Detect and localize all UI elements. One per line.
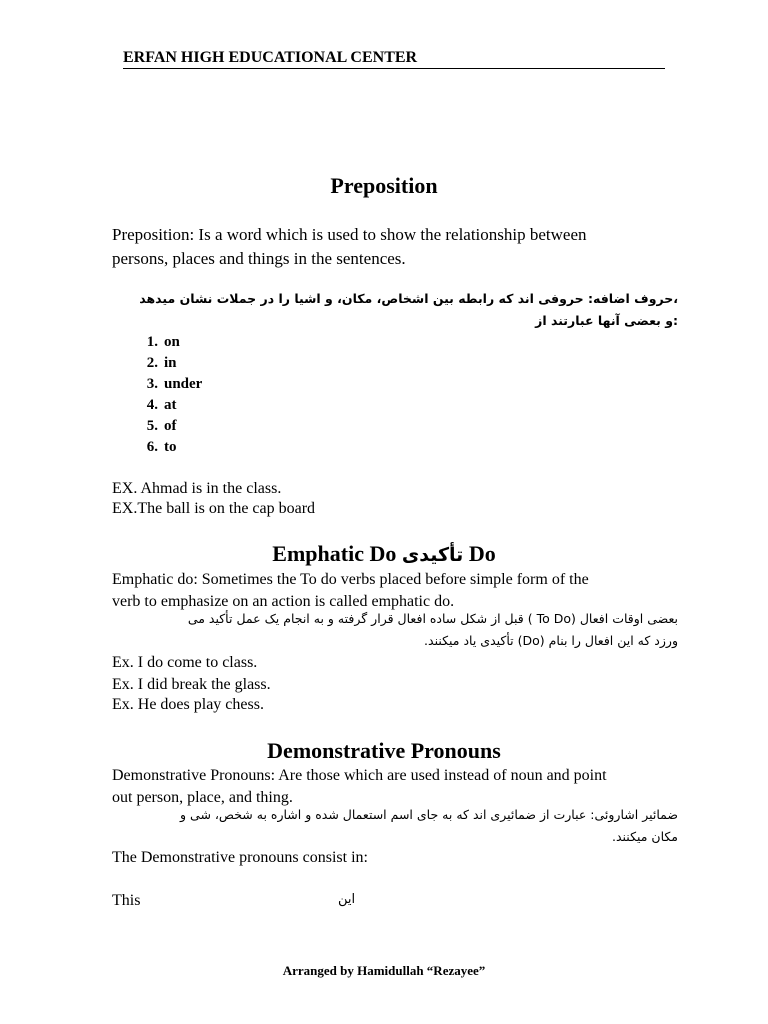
emphatic-example-2: Ex. I did break the glass.	[112, 676, 271, 693]
emphatic-title	[0, 540, 768, 569]
footer-credit: Arranged by Hamidullah “Rezayee”	[282, 963, 486, 978]
preposition-list	[130, 332, 202, 458]
preposition-persian-definition	[112, 288, 678, 332]
list-item: 6. to	[146, 439, 177, 455]
preposition-persian-line2: :و بعضی آنها عبارتند از	[535, 313, 678, 328]
preposition-example-1: EX. Ahmad is in the class.	[112, 480, 282, 497]
demonstrative-definition-line1: Demonstrative Pronouns: Are those which are used instead of noun and point	[112, 767, 607, 784]
emphatic-example-3: Ex. He does play chess.	[112, 696, 264, 713]
list-item: 2. in	[146, 355, 177, 371]
center-name-header: ERFAN HIGH EDUCATIONAL CENTER	[123, 48, 665, 69]
preposition-persian-line1: ،حروف اضافه: حروفی اند که رابطه بین اشخاص، مکان، و اشیا را در جملات نشان میدهد	[139, 291, 678, 306]
emphatic-persian-line1: بعضی اوقات افعال (To Do ) قبل از شکل ساده افعال قرار گرفته و به انجام یک عمل تأکید می	[187, 611, 678, 626]
emphatic-persian-definition	[112, 608, 678, 652]
list-item: 5. of	[146, 418, 177, 434]
preposition-title: Preposition	[330, 173, 438, 198]
demonstrative-definition	[112, 765, 682, 809]
demonstrative-this-en: This	[112, 892, 141, 909]
preposition-definition	[112, 223, 682, 271]
list-item: 3. under	[146, 376, 203, 392]
list-item: 1. on	[146, 334, 180, 350]
demonstrative-consist-text: The Demonstrative pronouns consist in:	[112, 849, 368, 866]
preposition-definition-line2: persons, places and things in the sentences.	[112, 249, 406, 268]
emphatic-definition-line1: Emphatic do: Sometimes the To do verbs placed before simple form of the	[112, 571, 589, 588]
preposition-example-2: EX.The ball is on the cap board	[112, 500, 316, 517]
emphatic-persian-line2: ورزد که این افعال را بنام (Do) تأکیدی یاد میکنند.	[424, 633, 678, 648]
emphatic-title-left: Emphatic Do	[272, 541, 397, 566]
emphatic-title-persian: تأکیدی	[401, 544, 464, 566]
demonstrative-this-fa: این	[338, 892, 356, 907]
demonstrative-title: Demonstrative Pronouns	[267, 738, 501, 763]
list-item: 4. at	[146, 397, 177, 413]
demonstrative-persian-line1: ضمائیر اشاروئی: عبارت از ضمائیری اند که به جای اسم استعمال شده و اشاره به شخص، شی و	[180, 807, 678, 822]
demonstrative-persian-line2: مکان میکنند.	[611, 829, 678, 844]
demonstrative-persian-definition	[112, 804, 678, 848]
emphatic-definition	[112, 569, 682, 613]
demonstrative-definition-line2: out person, place, and thing.	[112, 789, 293, 806]
preposition-definition-line1: Preposition: Is a word which is used to show the relationship between	[112, 225, 587, 244]
emphatic-definition-line2: verb to emphasize on an action is called emphatic do.	[112, 593, 455, 610]
emphatic-title-right: Do	[468, 541, 496, 566]
emphatic-example-1: Ex. I do come to class.	[112, 654, 258, 671]
